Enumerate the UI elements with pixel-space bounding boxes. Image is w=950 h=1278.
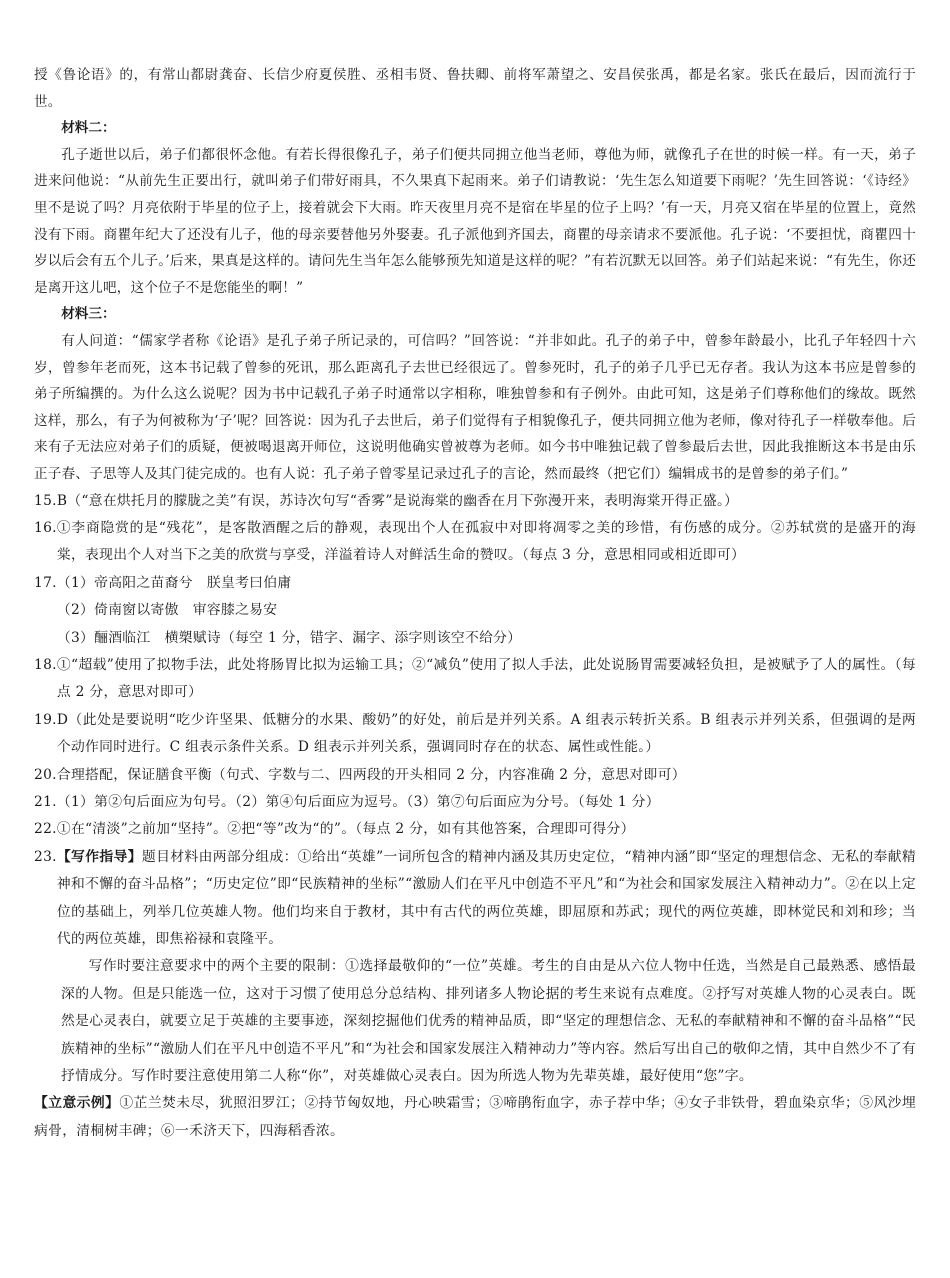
answer-22-number: 22. [34, 821, 57, 838]
writing-guide-tag: 【写作指导】 [56, 848, 142, 865]
answer-16-text: ①李商隐赏的是“残花”，是客散酒醒之后的静观，表现出个人在孤寂中对即将凋零之美的珍惜，有伤感的成分。②苏轼赏的是盛开的海棠，表现出个人对当下之美的欣赏与享受，洋溢着诗人对鲜活生命的赞叹。（每点 3 分，意思相同或相近即可） [56, 519, 916, 564]
answer-17-lines [57, 570, 916, 652]
answer-22-text: ①在“清淡”之前加“坚持”。②把“等”改为“的”。（每点 2 分，如有其他答案，合理即可得分） [56, 821, 635, 838]
writing-guide [57, 844, 916, 954]
answer-23-body [57, 844, 916, 954]
theme-examples-tag: 【立意示例】 [34, 1095, 120, 1112]
answer-15-text: B（“意在烘托月的朦胧之美”有误，苏诗次句写“香雾”是说海棠的幽香在月下弥漫开来，表明海棠开得正盛。） [56, 492, 739, 509]
answer-15 [34, 488, 916, 515]
answer-19 [34, 707, 916, 762]
answer-20 [34, 762, 916, 789]
answer-21-text: （1）第②句后面应为句号。（2）第④句后面应为逗号。（3）第⑦句后面应为分号。（每处 1 分） [56, 793, 660, 810]
answer-23-number: 23. [34, 848, 57, 865]
answer-22 [34, 816, 916, 843]
answer-18-number: 18. [34, 656, 57, 673]
answer-17-line-2: （2）倚南窗以寄傲 审容膝之易安 [56, 602, 278, 619]
material3-text: 有人问道：“儒家学者称《论语》是孔子弟子所记录的，可信吗？”回答说：“并非如此。孔子的弟子中，曾参年龄最小，比孔子年轻四十六岁，曾参年老而死，这本书记载了曾参的死讯，那么距离孔子去世已经很远了。曾参死时，孔子的弟子几乎已无存者。我认为这本书应是曾参的弟子所编撰的。为什么这么说呢？因为书中记载孔子弟子时通常以字相称，唯独曾参和有子例外。由此可知，这是弟子们尊称他们的缘故。既然这样，那么，有子为何被称为‘子’呢？回答说：因为孔子去世后，弟子们觉得有子相貌像孔子，便共同拥立他为老师，像对待孔子一样敬奉他。后来有子无法应对弟子们的质疑，便被喝退离开师位，这说明他确实曾被尊为老师。如今书中唯独记载了曾参最后去世，因此我推断这本书是由乐正子春、子思等人及其门徒完成的。也有人说：孔子弟子曾零星记录过孔子的言论，然而最终（把它们）编辑成书的是曾参的弟子们。” [34, 332, 916, 482]
material1-tail: 授《鲁论语》的，有常山都尉龚奋、长信少府夏侯胜、丞相韦贤、鲁扶卿、前将军萧望之、安昌侯张禹，都是名家。张氏在最后，因而流行于世。 [34, 67, 916, 110]
answer-17-line-1: （1）帝高阳之苗裔兮 朕皇考曰伯庸 [56, 574, 292, 591]
theme-examples [34, 1090, 916, 1145]
answer-20-number: 20. [34, 766, 57, 783]
answer-18-text: ①“超载”使用了拟物手法，此处将肠胃比拟为运输工具；②“减负”使用了拟人手法，此处说肠胃需要减轻负担，是被赋予了人的属性。（每点 2 分，意思对即可） [56, 656, 916, 701]
answer-19-number: 19. [34, 711, 57, 728]
answer-21-number: 21. [34, 793, 57, 810]
material2-text: 孔子逝世以后，弟子们都很怀念他。有若长得很像孔子，弟子们便共同拥立他当老师，尊他为师，就像孔子在世的时候一样。有一天，弟子进来问他说：“从前先生正要出行，就叫弟子们带好雨具，不久果真下起雨来。弟子们请教说：‘先生怎么知道要下雨呢？’先生回答说：‘《诗经》里不是说了吗？月亮依附于毕星的位子上，接着就会下大雨。昨天夜里月亮不是宿在毕星的位子上吗？’有一天，月亮又宿在毕星的位置上，竟然没有下雨。商瞿年纪大了还没有儿子，他的母亲要替他另外娶妻。孔子派他到齐国去，商瞿的母亲请求不要派他。孔子说：‘不要担忧，商瞿四十岁以后会有五个儿子。’后来，果真是这样的。请问先生当年怎么能够预先知道是这样的呢？”有若沉默无以回答。弟子们站起来说：“有先生，你还是离开这儿吧，这个位子不是您能坐的啊！” [34, 146, 916, 296]
answer-18 [34, 652, 916, 707]
theme-examples-text: ①芷兰焚未尽，犹照汨罗江；②持节匈奴地，丹心映霜雪；③啼鹃衔血字，赤子荐中华；④女子非铁骨，碧血染京华；⑤风沙埋病骨，清桐树丰碑；⑥一禾济天下，四海稻香浓。 [34, 1095, 916, 1139]
answer-19-text: D（此处是要说明“吃少许坚果、低糖分的水果、酸奶”的好处，前后是并列关系。A 组表示转折关系。B 组表示并列关系，但强调的是两个动作同时进行。C 组表示条件关系。D 组表示并列关系，强调同时存在的状态、属性或性能。） [56, 711, 916, 756]
material3-heading: 材料三： [61, 306, 116, 323]
answer-21 [34, 789, 916, 816]
answer-16 [34, 515, 916, 570]
writing-guide-paragraph-2: 写作时要注意要求中的两个主要的限制：①选择最敬仰的“一位”英雄。考生的自由是从六位人物中任选，当然是自己最熟悉、感悟最深的人物。但是只能选一位，这对于习惯了使用总分总结构、排列诸多人物论据的考生来说有点难度。②抒写对英雄人物的心灵表白。既然是心灵表白，就要立足于英雄的主要事迹，深刻挖掘他们优秀的精神品质，即“坚定的理想信念、无私的奉献精神和不懈的奋斗品格”“民族精神的坐标”“激励人们在平凡中创造不平凡”和“为社会和国家发展注入精神动力”等内容。然后写出自己的敬仰之情，其中自然少不了有抒情成分。写作时要注意使用第二人称“你”，对英雄做心灵表白。因为所选人物为先辈英雄，最好使用“您”字。 [61, 958, 916, 1085]
answer-15-number: 15. [34, 492, 57, 509]
answer-17-line-3: （3）酾酒临江 横槊赋诗（每空 1 分，错字、漏字、添字则该空不给分） [56, 629, 522, 646]
answer-20-text: 合理搭配，保证膳食平衡（句式、字数与二、四两段的开头相同 2 分，内容准确 2 分，意思对即可） [56, 766, 686, 783]
answer-17-number: 17. [34, 574, 57, 591]
answer-17 [34, 570, 916, 652]
material2-heading: 材料二： [61, 120, 116, 137]
answer-16-number: 16. [34, 519, 57, 536]
writing-guide-text: 题目材料由两部分组成：①给出“英雄”一词所包含的精神内涵及其历史定位，“精神内涵”即“坚定的理想信念、无私的奉献精神和不懈的奋斗品格”；“历史定位”即“民族精神的坐标”“激励人们在平凡中创造不平凡”和“为社会和国家发展注入精神动力”。②在以上定位的基础上，列举几位英雄人物。他们均来自于教材，其中有古代的两位英雄，即屈原和苏武；现代的两位英雄，即林觉民和刘和珍；当代的两位英雄，即焦裕禄和袁隆平。 [56, 848, 916, 947]
answer-23 [34, 844, 916, 954]
